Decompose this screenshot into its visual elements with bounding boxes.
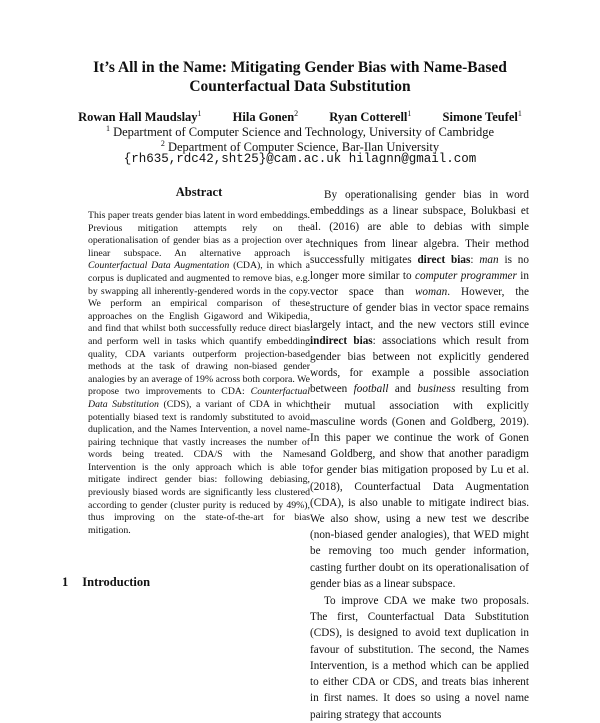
section-heading-introduction: 1 Introduction [62, 575, 151, 589]
introduction-text [310, 187, 529, 723]
abstract-text: This paper treats gender bias latent in word embeddings. Previous mitigation attempts rely on the operationalisation of gender bias as a projection over a linear subspace. An alternative approach is Counterfactual Data Augmentation (CDA), in which a corpus is duplicated and augmented to remove bias, e.g. by swapping all inherently-gendered words in the copy. We perform an empirical comparison of these approaches on the English Gigaword and Wikipedia, and find that whilst both successfully reduce direct bias and perform well in tasks which quantify embedding quality, CDA variants outperform projection-based methods at the task of drawing non-biased gender analogies by an average of 19% across both corpora. We propose two improvements to CDA: Counterfactual Data Substitution (CDS), a variant of CDA in which potentially biased text is randomly substituted to avoid duplication, and the Names Intervention, a novel name-pairing technique that vastly increases the number of words being treated. CDA/S with the Names Intervention is the only approach which is able to mitigate indirect gender bias: following debiasing, previously biased words are significantly less clustered according to gender (cluster purity is reduced by 49%), thus improving on the state-of-the-art for bias mitigation. [88, 210, 311, 536]
paper-title [0, 58, 600, 96]
author: Rowan Hall Maudslay$^1$ [78, 109, 202, 125]
author: Simone Teufel$^1$ [442, 109, 522, 125]
author-emails: {rh635,rdc42,sht25}@cam.ac.uk hilagnn@gmail.com [123, 152, 477, 166]
paragraph: By operationalising gender bias in word embeddings as a linear subspace, Bolukbasi et al. (2016) are able to debias with simple techniques from linear algebra. Their method successfully mitigates direct bias: man is no longer more similar to computer programmer in vector space than woman. However, the structure of gender bias in vector space remains largely intact, and the new vectors still evince indirect bias: associations which result from gender bias between not explicitly gendered words, for example a possible association between football and business resulting from their mutual association with explicitly masculine words (Gonen and Goldberg, 2019). In this paper we continue the work of Gonen and Goldberg, and show that another paradigm for gender bias mitigation proposed by Lu et al. (2018), Counterfactual Data Augmentation (CDA), is also unable to mitigate indirect bias. We also show, using a new test we describe (non-biased gender analogies), that WED might be removing too much gender information, casting further doubt on its operationalisation of gender bias as a linear subspace. [310, 189, 530, 590]
affiliation-2: $^2$ Department of Computer Science, Bar-Ilan University [160, 139, 440, 155]
title-line-1: It’s All in the Name: Mitigating Gender Bias with Name-Based [93, 59, 507, 76]
abstract-heading: Abstract [175, 185, 223, 199]
affiliation-1: $^1$ Department of Computer Science and Technology, University of Cambridge [105, 124, 495, 140]
author: Hila Gonen$^2$ [232, 109, 299, 125]
author: Ryan Cotterell$^1$ [329, 109, 412, 125]
paragraph: To improve CDA we make two proposals. The first, Counterfactual Data Substitution (CDS), is designed to avoid text duplication in favour of substitution. The second, the Names Intervention, is a method which can be applied to either CDA or CDS, and treats bias inherent in first names. It does so using a novel name pairing strategy that accounts [310, 595, 529, 721]
title-line-2: Counterfactual Data Substitution [189, 78, 411, 95]
